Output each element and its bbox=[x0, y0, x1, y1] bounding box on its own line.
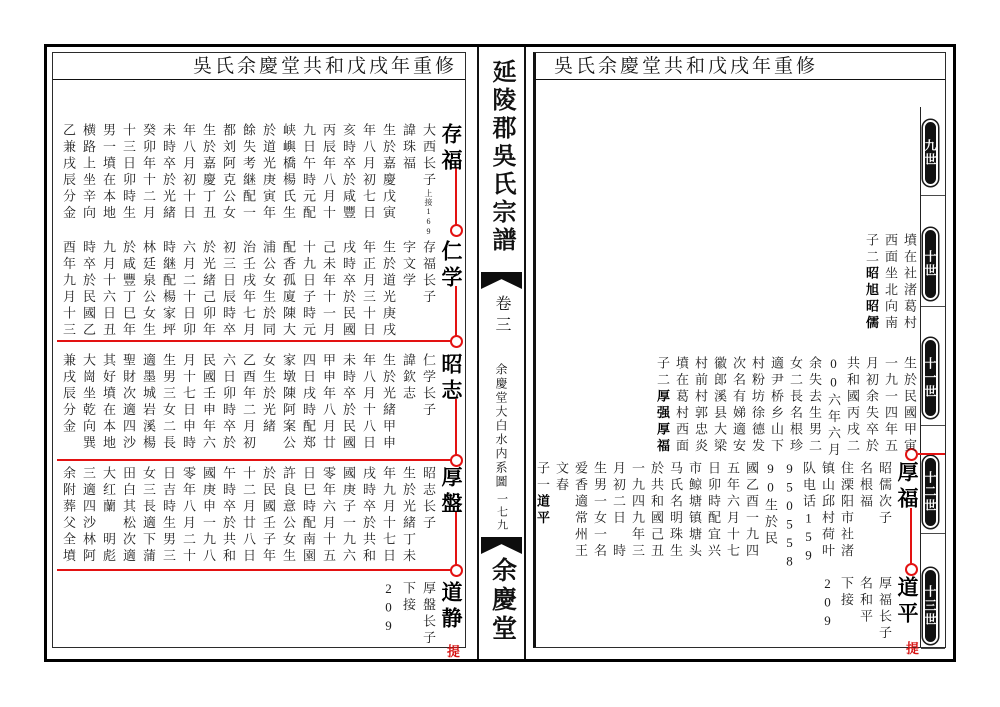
text-column: 余失去生男二 bbox=[807, 356, 822, 455]
left-page-title: 吳氏余慶堂共和戊戌年重修 bbox=[193, 56, 458, 77]
text-column: 未時卒於光緒 bbox=[161, 123, 176, 222]
text-column: 日吉時生男三 bbox=[161, 466, 176, 565]
spine bbox=[477, 47, 526, 659]
text-column: 下接209 bbox=[381, 581, 416, 637]
text-column: 九日午時元配 bbox=[301, 123, 316, 222]
child-name: 昭旭昭儒 bbox=[864, 266, 879, 332]
text-column: 男一墳在本地 bbox=[101, 123, 116, 222]
text-column: 浦公女生於同 bbox=[261, 240, 276, 339]
text-column: 民國壬申年六 bbox=[201, 353, 216, 452]
person-name: 厚福 bbox=[895, 461, 919, 513]
text-column: 諱珠福 bbox=[401, 123, 416, 173]
text-column: 年八月初十日 bbox=[181, 123, 196, 222]
tab-strip-divider bbox=[921, 425, 945, 426]
generation-tab: 十二世 bbox=[923, 456, 938, 528]
tab-strip-divider bbox=[921, 306, 945, 307]
text-column: 一九四九年三 bbox=[630, 461, 645, 560]
text-column: 三適四沙林阿 bbox=[81, 466, 96, 565]
person-name: 道静 bbox=[439, 581, 463, 633]
text-column: 生於嘉慶丁丑 bbox=[201, 123, 216, 222]
child-name: 厚强厚福 bbox=[655, 389, 670, 455]
genealogy-entry bbox=[818, 576, 920, 647]
text-column: 治壬戌年七月 bbox=[241, 240, 256, 339]
text-column: 月十七日申時 bbox=[181, 353, 196, 452]
person-name: 仁学 bbox=[439, 240, 463, 292]
text-column: 四日戌時配郑 bbox=[301, 353, 316, 452]
text-column: 六月二十日卯 bbox=[181, 240, 196, 339]
text-column: 生於光緒甲申 bbox=[381, 353, 396, 452]
right-page-content bbox=[535, 80, 945, 656]
generation-tab: 十一世 bbox=[923, 338, 938, 418]
text-column: 马氏名明珠生 bbox=[668, 461, 683, 560]
text-column: 午時卒於共和 bbox=[221, 466, 236, 565]
lineage-line bbox=[57, 569, 457, 571]
text-column: 零年八月二十 bbox=[181, 466, 196, 565]
text-column: 文春 bbox=[554, 461, 569, 494]
text-column: 時継配楊家坪 bbox=[161, 240, 176, 339]
text-column: 昭儒次子 bbox=[877, 461, 892, 527]
tab-strip-divider bbox=[921, 533, 945, 534]
child-name: 道平 bbox=[535, 494, 550, 527]
text-column: 其好墳在本地 bbox=[101, 353, 116, 452]
right-page-header bbox=[536, 53, 945, 80]
text-column: 於道光庚寅年 bbox=[261, 123, 276, 222]
text-column: 五年六月十七 bbox=[725, 461, 740, 560]
genealogy-entry bbox=[533, 461, 920, 572]
text-column: 十三日卯時生 bbox=[121, 123, 136, 222]
person-name: 厚盤 bbox=[439, 466, 463, 518]
tab-strip-divider bbox=[921, 195, 945, 196]
text-column: 大崗坐乾向巽 bbox=[81, 353, 96, 452]
text-column: 爱香適常州王 bbox=[573, 461, 588, 560]
generation-tab: 十世 bbox=[923, 228, 938, 300]
genealogy-entry bbox=[653, 356, 919, 459]
lineage-node bbox=[450, 564, 463, 577]
text-column: 生男一女一名 bbox=[592, 461, 607, 560]
spine-volume: 卷三 bbox=[493, 295, 510, 337]
text-column: 950558 bbox=[782, 461, 797, 572]
text-column: 國庚子一九六 bbox=[341, 466, 356, 565]
text-column: 大红蘭 明彪 bbox=[101, 466, 116, 565]
text-column: 丙辰年八月十 bbox=[321, 123, 336, 222]
text-column: 共和國丙戌二 bbox=[845, 356, 860, 455]
spine-hall-name: 余慶堂 bbox=[488, 557, 516, 644]
text-column: 適墨城岩溪楊 bbox=[141, 353, 156, 452]
text-column: 配香孤廈陳大 bbox=[281, 240, 296, 339]
genealogy-entry bbox=[862, 233, 919, 332]
text-column: 村粉坊徐德发 bbox=[750, 356, 765, 455]
person-name: 存福 bbox=[439, 123, 463, 175]
text-column: 仁学长子 bbox=[421, 353, 436, 419]
right-page-title: 吳氏余慶堂共和戊戌年重修 bbox=[554, 56, 819, 77]
text-column: 生男三女二長 bbox=[161, 353, 176, 452]
text-column: 生於道光庚戌 bbox=[381, 240, 396, 339]
genealogy-entry bbox=[58, 466, 464, 565]
text-column: 許良意公女生 bbox=[281, 466, 296, 565]
text-column: 镇山邱村荷叶 bbox=[820, 461, 835, 560]
text-column: 生於光緒丁未 bbox=[401, 466, 416, 565]
text-column: 峡嶼橋楊氏生 bbox=[281, 123, 296, 222]
text-column: 九月十六日丑 bbox=[101, 240, 116, 339]
text-column: 國庚申一九八 bbox=[201, 466, 216, 565]
right-page bbox=[533, 52, 946, 656]
genealogy-entry bbox=[378, 581, 464, 647]
left-page bbox=[52, 52, 466, 659]
text-column: 初三日辰時卒 bbox=[221, 240, 236, 339]
text-column: 零年六月十五 bbox=[321, 466, 336, 565]
spine-page-number: 一七九 bbox=[495, 493, 508, 532]
person-name: 昭志 bbox=[439, 353, 463, 405]
lineage-line bbox=[57, 340, 457, 342]
text-column: 下接209 bbox=[820, 576, 854, 632]
text-column: 年八月初七日 bbox=[361, 123, 376, 222]
text-column: 時卒於民國乙 bbox=[81, 240, 96, 339]
text-column: 徽郎溪县大梁 bbox=[712, 356, 727, 455]
text-column: 田白其松次適 bbox=[121, 466, 136, 565]
text-column: 國乙酉一九四 bbox=[744, 461, 759, 560]
text-column: 住溧阳市社渚 bbox=[839, 461, 854, 560]
cross-reference: 上接169 bbox=[424, 189, 433, 237]
text-column: 酉年九月十三 bbox=[61, 240, 76, 339]
text-column: 十九日子時元 bbox=[301, 240, 316, 339]
text-column: 乙酉年二月初 bbox=[241, 353, 256, 452]
text-column: 於民國壬子年 bbox=[261, 466, 276, 565]
text-column: 適尹桥乡山下 bbox=[769, 356, 784, 455]
text-column: 月初二日 時 bbox=[611, 461, 626, 560]
generation-tab-strip bbox=[920, 107, 945, 647]
text-column: 日卯時配宜兴 bbox=[706, 461, 721, 560]
text-column: 聖財次適四沙 bbox=[121, 353, 136, 452]
generation-tab: 十三世 bbox=[923, 568, 938, 644]
genealogy-entry bbox=[58, 240, 464, 339]
text-column: 己未年十一月 bbox=[321, 240, 336, 339]
text-column: 年九月十七日 bbox=[381, 466, 396, 565]
text-column: 於光緒己卯年 bbox=[201, 240, 216, 339]
text-column: 厚盤长子 bbox=[421, 581, 436, 647]
text-column: 墳在葛村西面 bbox=[674, 356, 689, 455]
text-column: 墳在社渚葛村 bbox=[902, 233, 917, 332]
text-column: 子二厚强厚福 bbox=[655, 356, 670, 455]
text-column: 年八月十八日 bbox=[361, 353, 376, 452]
text-column: 於共和國己丑 bbox=[649, 461, 664, 560]
text-column: 存福长子 bbox=[421, 240, 436, 306]
text-column: 生於嘉慶戊寅 bbox=[381, 123, 396, 222]
text-column: 昭志长子 bbox=[421, 466, 436, 532]
text-column: 戌時卒於共和 bbox=[361, 466, 376, 565]
text-column: 一九一四年五 bbox=[883, 356, 898, 455]
text-column: 生於民國甲寅 bbox=[902, 356, 917, 455]
spine-book-title: 延陵郡吳氏宗譜 bbox=[488, 59, 514, 255]
text-column: 諱欽志 bbox=[401, 353, 416, 403]
text-column: 90生於民 bbox=[763, 461, 778, 548]
text-column: 女二長名根珍 bbox=[788, 356, 803, 455]
text-column: 名根福 bbox=[858, 461, 873, 511]
text-column: 家墩陳阿案公 bbox=[281, 353, 296, 452]
text-column: 亥時卒於咸豐 bbox=[341, 123, 356, 222]
text-column: 日巳時配南園 bbox=[301, 466, 316, 565]
text-column: 癸卯年十二月 bbox=[141, 123, 156, 222]
text-column: 次名有娣適安 bbox=[731, 356, 746, 455]
generation-tab: 九世 bbox=[923, 120, 938, 186]
text-column: 00六年六月 bbox=[826, 356, 841, 459]
text-column: 戌時卒於民國 bbox=[341, 240, 356, 339]
fishtail-ornament bbox=[481, 537, 522, 554]
tab-strip-divider bbox=[921, 648, 945, 649]
text-column: 厚福长子 bbox=[877, 576, 892, 642]
text-column: 子二昭旭昭儒 bbox=[864, 233, 879, 332]
lineage-line bbox=[57, 459, 457, 461]
text-column: 都刘阿克公女 bbox=[221, 123, 236, 222]
book-spread-frame bbox=[44, 44, 956, 662]
text-column: 甲申年八月廿 bbox=[321, 353, 336, 452]
continuation-mark: 提 bbox=[906, 641, 920, 656]
text-column: 年正月三十日 bbox=[361, 240, 376, 339]
text-column: 村前村郭忠炎 bbox=[693, 356, 708, 455]
text-column: 餘失考継配一 bbox=[241, 123, 256, 222]
text-column: 余附葬父全墳 bbox=[61, 466, 76, 565]
continuation-mark: 提 bbox=[447, 644, 461, 659]
text-column: 横路上坐辛向 bbox=[81, 123, 96, 222]
left-page-content bbox=[53, 80, 465, 659]
text-column: 於咸豐丁巳年 bbox=[121, 240, 136, 339]
text-column: 乙兼戌辰分金 bbox=[61, 123, 76, 222]
text-column: 名和平 bbox=[858, 576, 873, 626]
lineage-line bbox=[918, 453, 945, 455]
genealogy-entry bbox=[58, 123, 464, 237]
text-column: 女生於光緒 bbox=[261, 353, 276, 436]
text-column: 十二月廿八日 bbox=[241, 466, 256, 565]
left-page-header bbox=[53, 53, 465, 80]
text-column: 西面坐北向南 bbox=[883, 233, 898, 332]
text-column: 未時卒於民國 bbox=[341, 353, 356, 452]
text-column: 月初余失卒於 bbox=[864, 356, 879, 455]
genealogy-entry bbox=[58, 353, 464, 452]
text-column: 女三長適下蒲 bbox=[141, 466, 156, 565]
text-column: 字文学 bbox=[401, 240, 416, 290]
person-name: 道平 bbox=[895, 576, 919, 628]
text-column: 子一道平 bbox=[535, 461, 550, 527]
text-column: 兼戌辰分金 bbox=[61, 353, 76, 436]
text-column: 林廷泉公女生 bbox=[141, 240, 156, 339]
fishtail-ornament bbox=[481, 272, 522, 289]
text-column: 大西长子上接169 bbox=[421, 123, 436, 237]
text-column: 队电话159 bbox=[801, 461, 816, 566]
spine-chapter: 余慶堂大白水内系圖 bbox=[494, 363, 508, 489]
text-column: 六日卯時卒於 bbox=[221, 353, 236, 452]
text-column: 市鲸塘镇塘头 bbox=[687, 461, 702, 560]
